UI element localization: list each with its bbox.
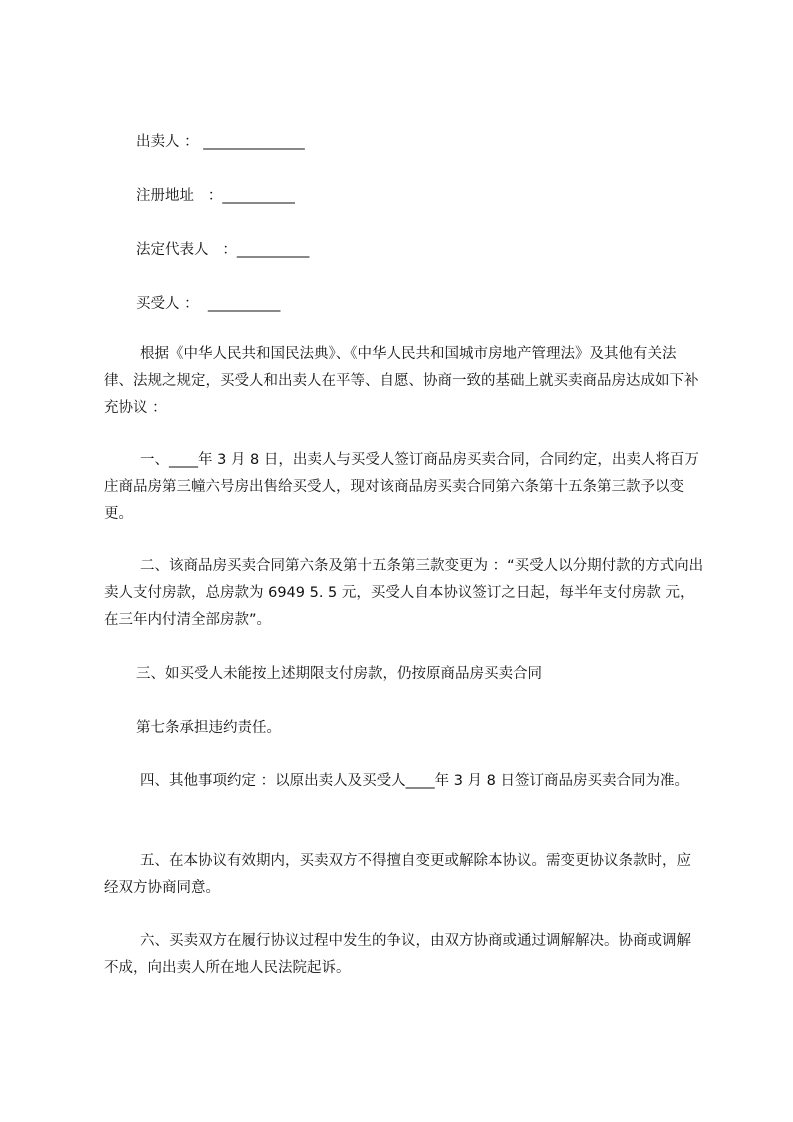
buyer-field: 买受人 ： __________ — [136, 296, 281, 312]
clause-3-line-1: 三、如买受人未能按上述期限支付房款，仍按原商品房买卖合同 — [136, 666, 542, 682]
legal-rep-field: 法定代表人 ：__________ — [136, 242, 310, 258]
clause-3-line-2: 第七条承担违约责任。 — [136, 720, 281, 736]
clause-1: 一、____年 3 月 8 日，出卖人与买受人签订商品房买卖合同，合同约定，出卖人将百万庄商品房第三幢六号房出售给买受人，现对该商品房买卖合同第六条第十五条第三款予以变更。 — [104, 452, 699, 522]
clause-6: 六、买卖双方在履行协议过程中发生的争议，由双方协商或通过调解解决。协商或调解不成，向出卖人所在地人民法院起诉。 — [104, 933, 691, 976]
address-field: 注册地址 ：__________ — [136, 188, 295, 204]
clause-5: 五、在本协议有效期内，买卖双方不得擅自变更或解除本协议。需变更协议条款时，应经双方协商同意。 — [104, 853, 691, 896]
seller-field: 出卖人 ： ______________ — [136, 134, 305, 150]
clause-2: 二、该商品房买卖合同第六条及第十五条第三款变更为 ：“买受人以分期付款的方式向出卖人支付房款，总房款为 6949 5. 5 元，买受人自本协议签订之日起，每半年支付房款 元，在三年内付清全部房款”。 — [104, 558, 704, 628]
clause-4: 四、其他事项约定 ：以原出卖人及买受人____年 3 月 8 日签订商品房买卖合同为准。 — [140, 773, 689, 789]
intro-paragraph: 根据《中华人民共和国民法典》、《中华人民共和国城市房地产管理法》及其他有关法律、法规之规定，买受人和出卖人在平等、自愿、协商一致的基础上就买卖商品房达成如下补充协议 ： — [104, 346, 699, 416]
